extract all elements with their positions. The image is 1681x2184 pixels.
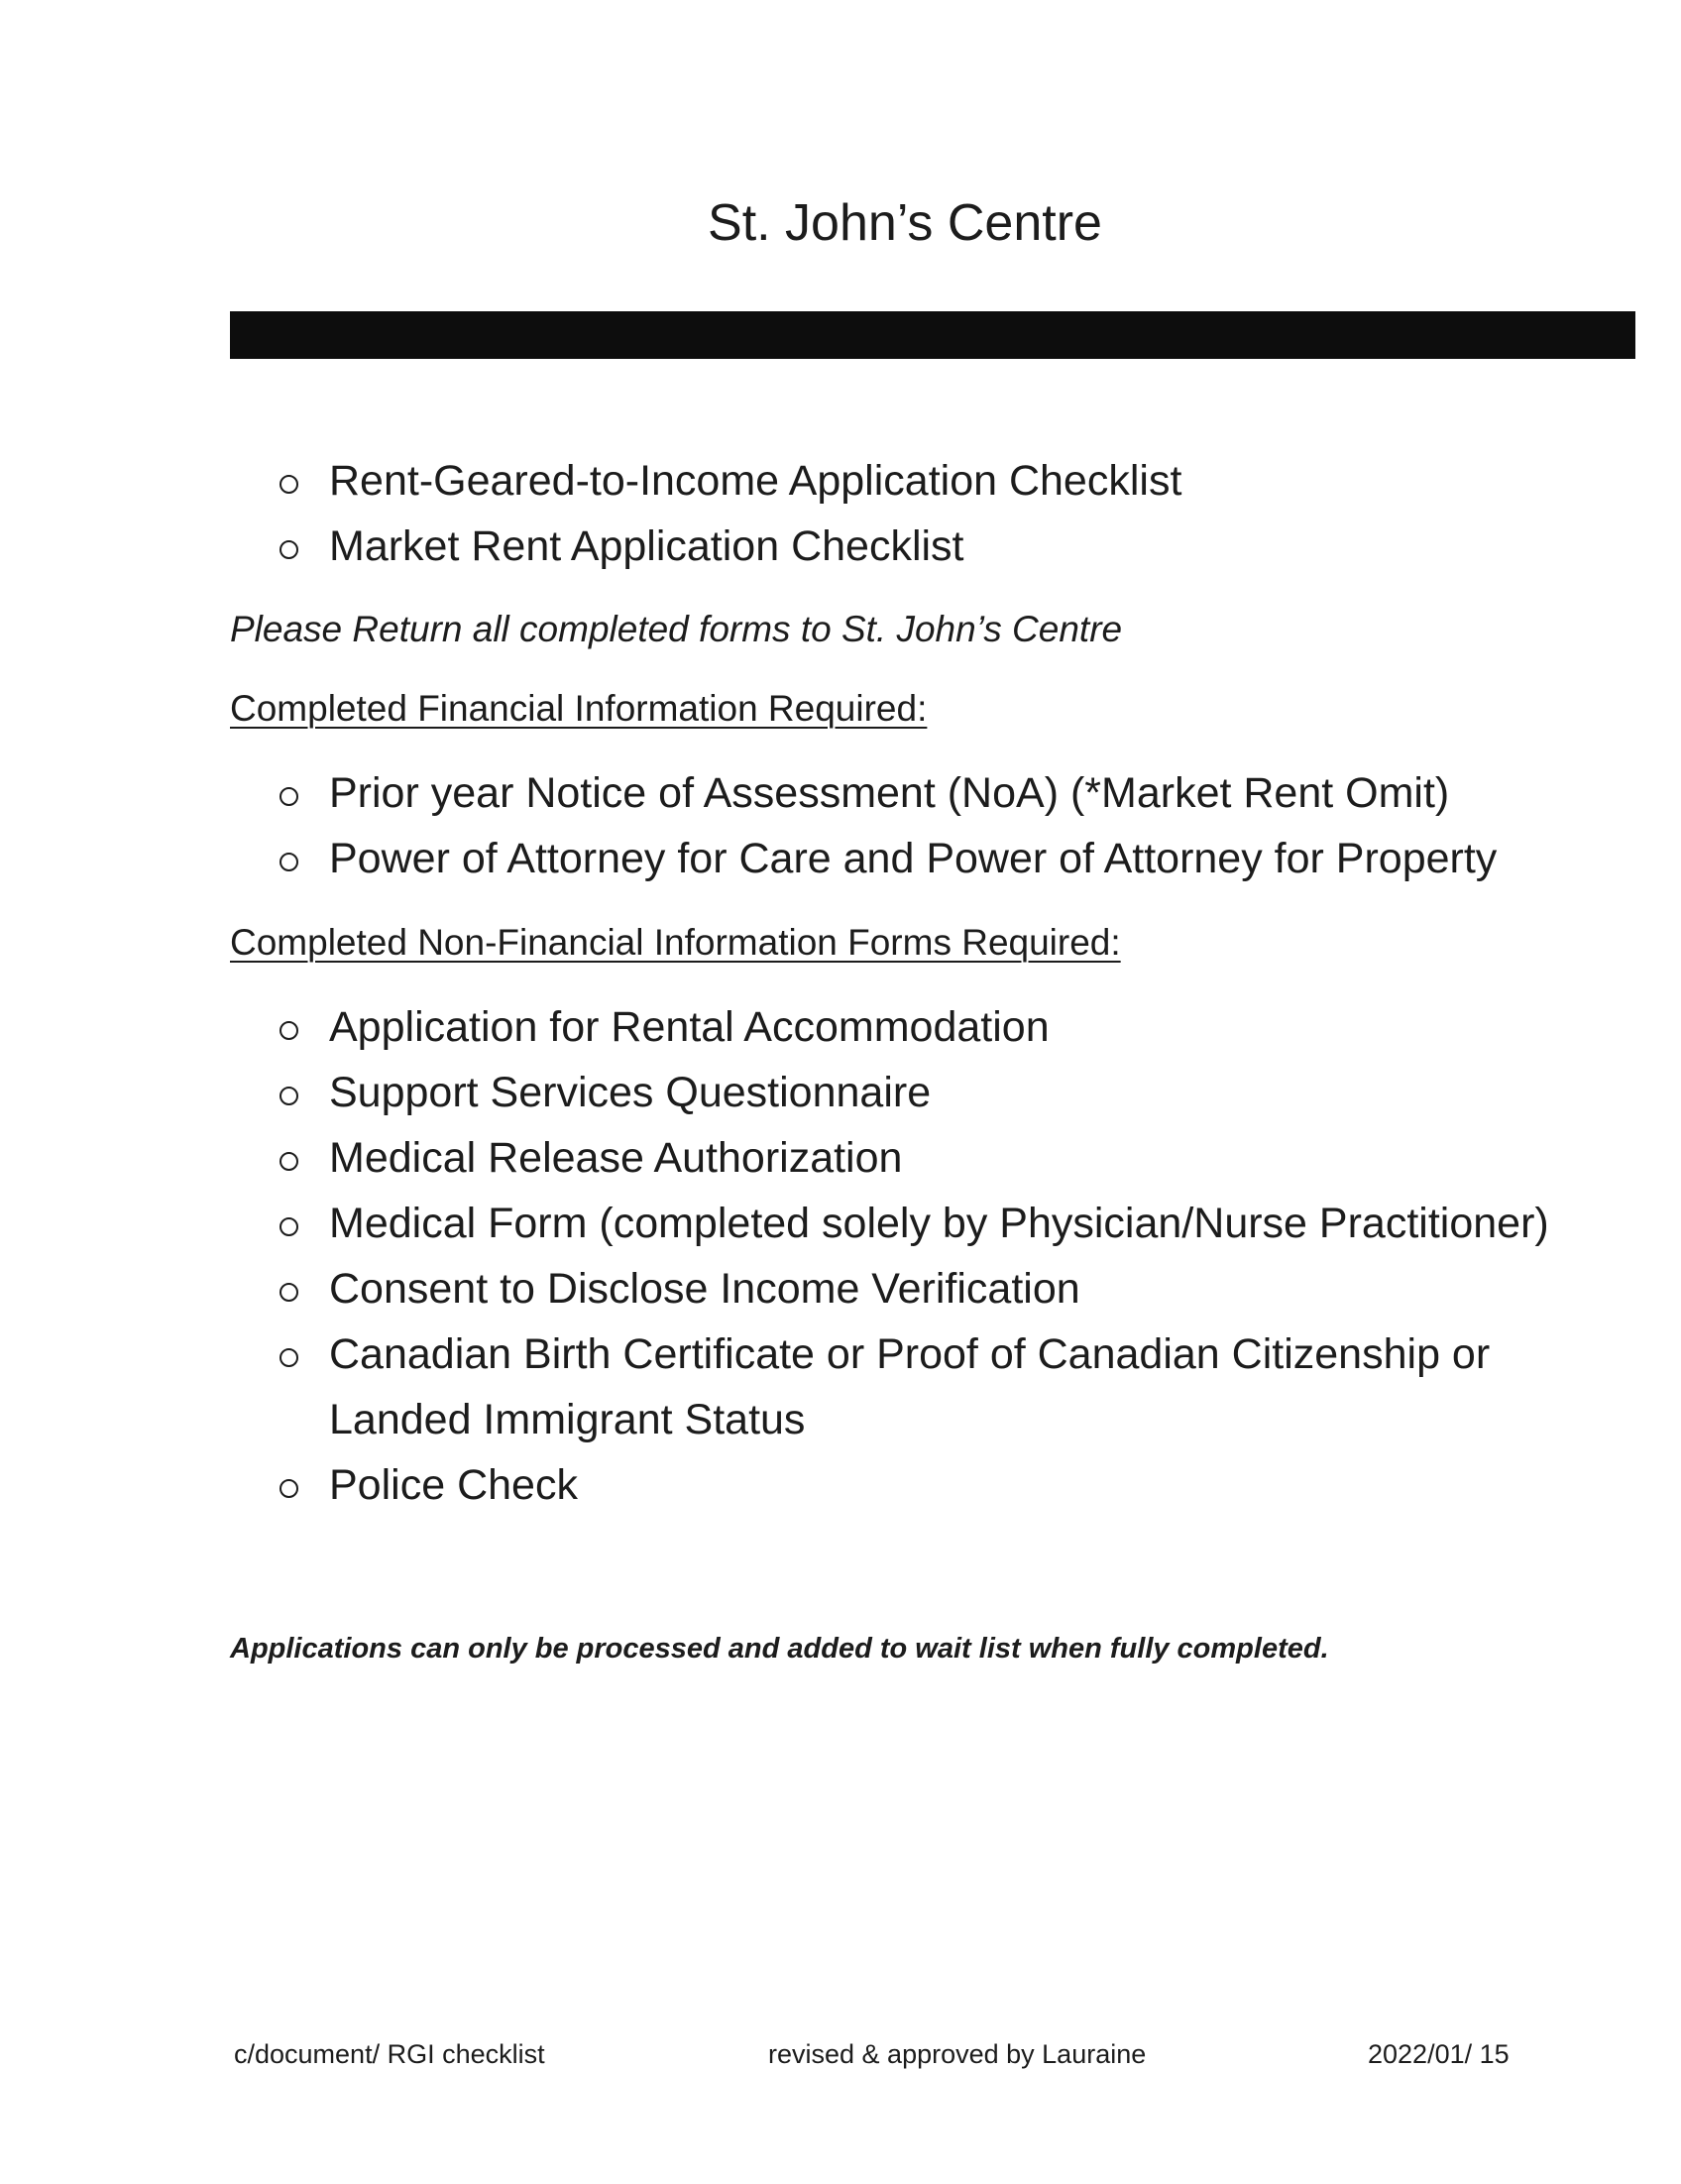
completion-note: Applications can only be processed and added to wait list when fully completed. (230, 1633, 1329, 1665)
footer-revision: revised & approved by Lauraine (768, 2039, 1147, 2069)
checkbox-circle-icon[interactable] (280, 1217, 298, 1236)
list-item[interactable]: Canadian Birth Certificate or Proof of Canadian Citizenship or Landed Immigrant Status (280, 1322, 1618, 1452)
page-title: St. John’s Centre (708, 194, 1102, 252)
list-item[interactable]: Rent-Geared-to-Income Application Checklist (280, 448, 1181, 514)
checkbox-circle-icon[interactable] (280, 1479, 298, 1498)
non-financial-heading: Completed Non-Financial Information Forms Required: (230, 922, 1121, 963)
list-item[interactable]: Power of Attorney for Care and Power of Attorney for Property (280, 826, 1497, 891)
return-note: Please Return all completed forms to St. John’s Centre (230, 609, 1123, 649)
list-item[interactable]: Medical Release Authorization (280, 1125, 1618, 1191)
checkbox-circle-icon[interactable] (280, 475, 298, 494)
list-item[interactable]: Application for Rental Accommodation (280, 994, 1618, 1060)
financial-list (280, 760, 1497, 891)
list-item[interactable]: Consent to Disclose Income Verification (280, 1256, 1618, 1322)
checkbox-circle-icon[interactable] (280, 1348, 298, 1367)
list-item[interactable]: Police Check (280, 1452, 1618, 1518)
list-item[interactable]: Market Rent Application Checklist (280, 514, 1181, 579)
application-type-list (280, 448, 1181, 579)
list-item[interactable]: Support Services Questionnaire (280, 1060, 1618, 1125)
financial-heading: Completed Financial Information Required: (230, 688, 928, 729)
checkbox-circle-icon[interactable] (280, 1087, 298, 1105)
checkbox-circle-icon[interactable] (280, 540, 298, 559)
checkbox-circle-icon[interactable] (280, 853, 298, 871)
non-financial-list (280, 994, 1618, 1518)
checkbox-circle-icon[interactable] (280, 1283, 298, 1302)
checkbox-circle-icon[interactable] (280, 1021, 298, 1040)
footer-date: 2022/01/ 15 (1368, 2039, 1510, 2069)
checkbox-circle-icon[interactable] (280, 787, 298, 806)
list-item[interactable]: Medical Form (completed solely by Physician/Nurse Practitioner) (280, 1191, 1618, 1256)
redaction-bar (230, 311, 1635, 359)
checkbox-circle-icon[interactable] (280, 1152, 298, 1171)
footer-document-path: c/document/ RGI checklist (234, 2039, 545, 2069)
list-item[interactable]: Prior year Notice of Assessment (NoA) (*Market Rent Omit) (280, 760, 1497, 826)
